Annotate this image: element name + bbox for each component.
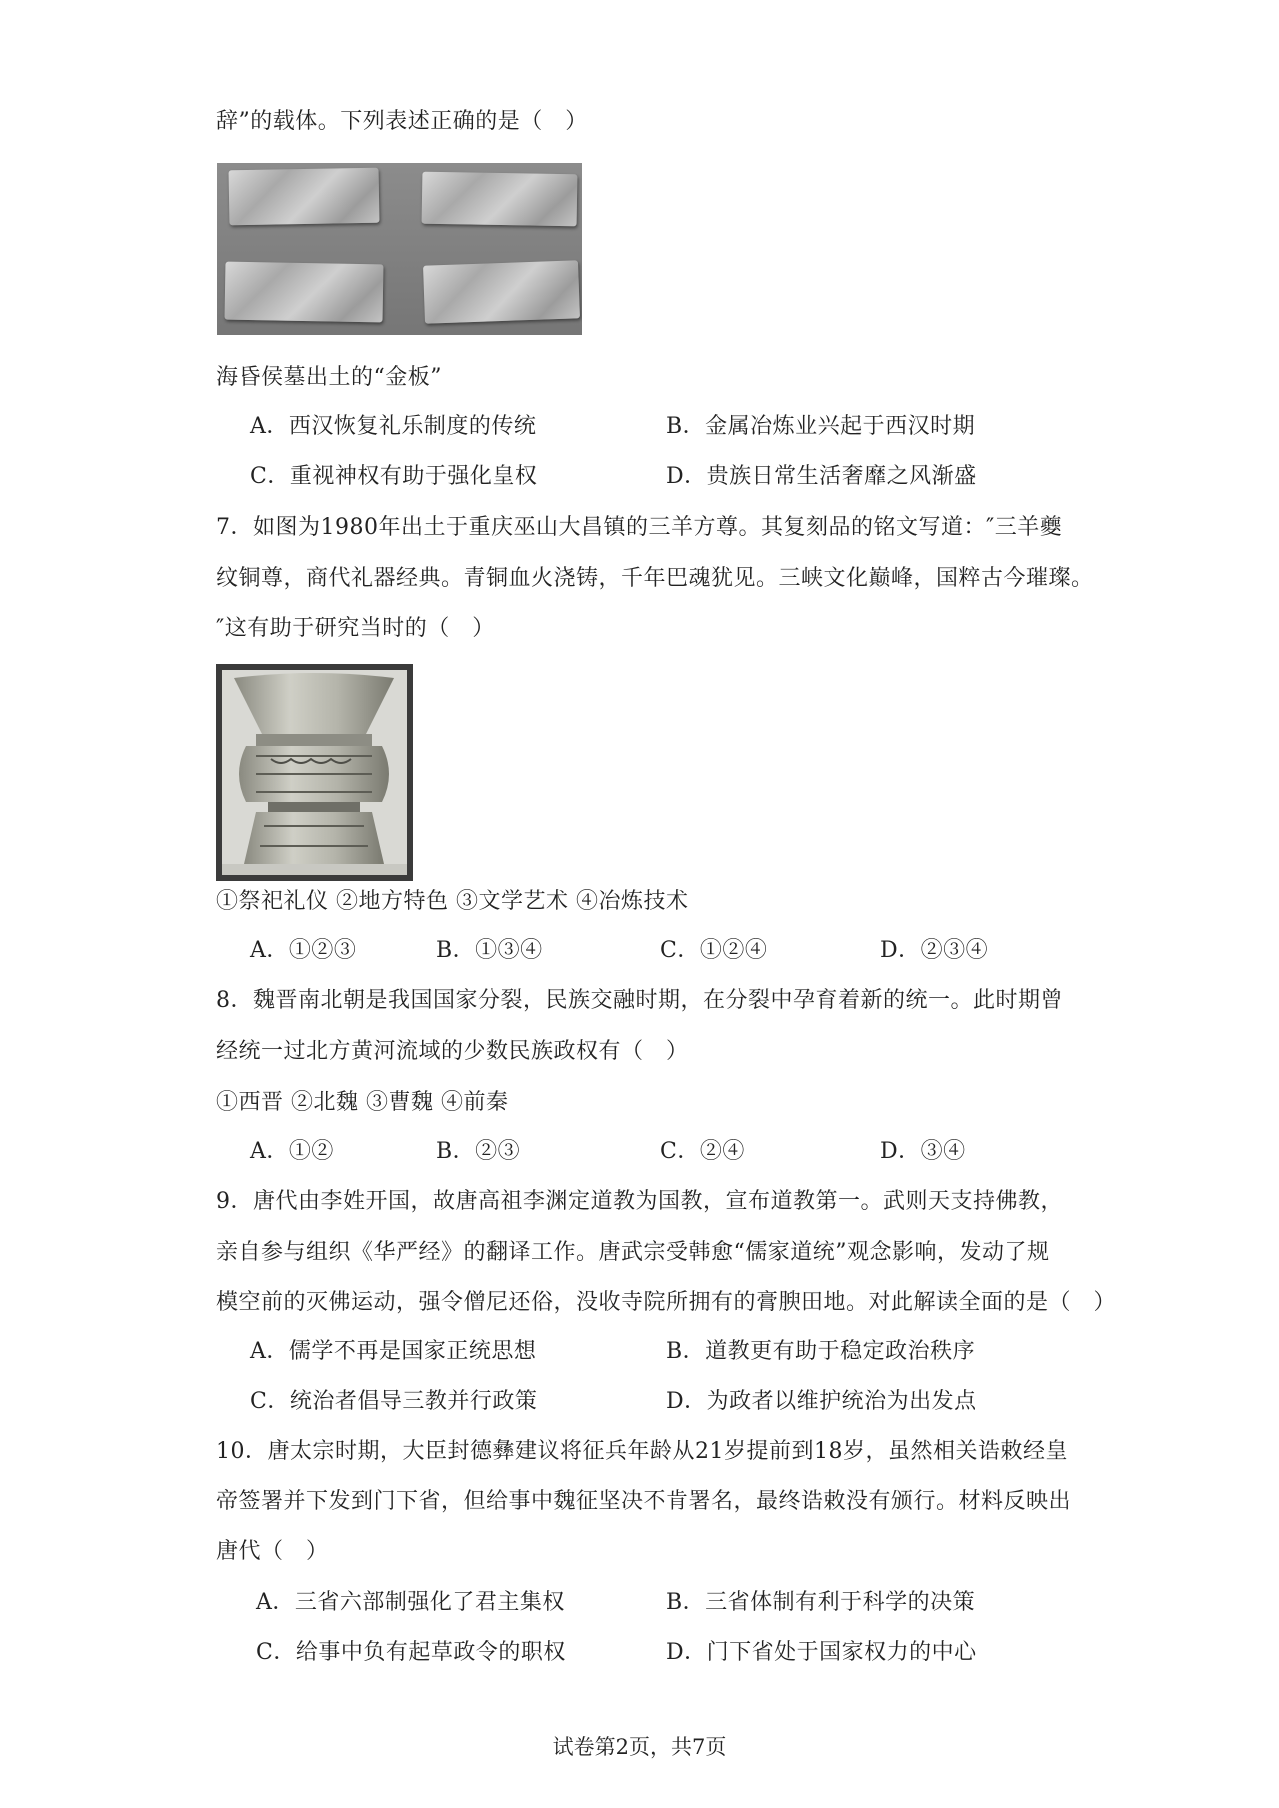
q8-option-b[interactable]: B．②③: [436, 1139, 521, 1164]
q6-image-caption: 海昏侯墓出土的“金板”: [216, 365, 442, 390]
q6-option-a[interactable]: A．西汉恢复礼乐制度的传统: [250, 414, 537, 439]
q9-stem-line: 模空前的灭佛运动，强令僧尼还俗，没收寺院所拥有的膏腴田地。对此解读全面的是（ ）: [216, 1290, 1117, 1315]
gold-plate: [423, 260, 580, 323]
q6-stem-end: 辞”的载体。下列表述正确的是（ ）: [216, 109, 588, 134]
q10-stem-line: 唐代（ ）: [216, 1539, 329, 1564]
gold-plate: [229, 168, 380, 226]
gold-plates-photo: [217, 163, 582, 335]
q8-items: ①西晋 ②北魏 ③曹魏 ④前秦: [216, 1090, 509, 1115]
q7-option-b[interactable]: B．①③④: [436, 938, 543, 963]
q8-stem-line: 经统一过北方黄河流域的少数民族政权有（ ）: [216, 1039, 689, 1064]
q7-option-a[interactable]: A．①②③: [250, 938, 357, 963]
q7-option-c[interactable]: C．①②④: [660, 938, 768, 963]
q7-stem-line: ″这有助于研究当时的（ ）: [216, 616, 495, 641]
q10-option-d[interactable]: D．门下省处于国家权力的中心: [666, 1640, 977, 1665]
q8-option-a[interactable]: A．①②: [250, 1139, 334, 1164]
q9-stem-line: 亲自参与组织《华严经》的翻译工作。唐武宗受韩愈“儒家道统”观念影响，发动了规: [216, 1240, 1050, 1265]
q8-stem-line: 8．魏晋南北朝是我国国家分裂，民族交融时期，在分裂中孕育着新的统一。此时期曾: [216, 988, 1063, 1013]
q9-option-b[interactable]: B．道教更有助于稳定政治秩序: [666, 1339, 976, 1364]
q6-option-c[interactable]: C．重视神权有助于强化皇权: [250, 464, 538, 489]
q10-stem-line: 10．唐太宗时期，大臣封德彝建议将征兵年龄从21岁提前到18岁，虽然相关诰敕经皇: [216, 1439, 1068, 1464]
q6-option-d[interactable]: D．贵族日常生活奢靡之风渐盛: [666, 464, 977, 489]
q8-option-d[interactable]: D．③④: [880, 1139, 966, 1164]
q9-option-a[interactable]: A．儒学不再是国家正统思想: [250, 1339, 537, 1364]
q10-option-c[interactable]: C．给事中负有起草政令的职权: [256, 1640, 566, 1665]
q6-option-b[interactable]: B．金属冶炼业兴起于西汉时期: [666, 414, 976, 439]
q9-stem-line: 9．唐代由李姓开国，故唐高祖李渊定道教为国教，宣布道教第一。武则天支持佛教，: [216, 1189, 1063, 1214]
q10-option-b[interactable]: B．三省体制有利于科学的决策: [666, 1590, 976, 1615]
q9-option-c[interactable]: C．统治者倡导三教并行政策: [250, 1389, 538, 1414]
page-footer: 试卷第2页，共7页: [552, 1735, 727, 1759]
q7-option-d[interactable]: D．②③④: [880, 938, 989, 963]
q10-option-a[interactable]: A．三省六部制强化了君主集权: [256, 1590, 565, 1615]
q7-stem-line: 纹铜尊，商代礼器经典。青铜血火浇铸，千年巴魂犹见。三峡文化巅峰，国粹古今璀璨。: [216, 566, 1094, 591]
gold-plate: [422, 172, 578, 227]
bronze-zun-illustration: [216, 664, 413, 881]
gold-plate: [225, 262, 384, 323]
q7-items: ①祭祀礼仪 ②地方特色 ③文学艺术 ④冶炼技术: [216, 889, 689, 914]
q9-option-d[interactable]: D．为政者以维护统治为出发点: [666, 1389, 977, 1414]
bronze-zun-photo: [216, 664, 413, 881]
q8-option-c[interactable]: C．②④: [660, 1139, 745, 1164]
q7-stem-line: 7．如图为1980年出土于重庆巫山大昌镇的三羊方尊。其复刻品的铭文写道：″三羊夔: [216, 515, 1063, 540]
q10-stem-line: 帝签署并下发到门下省，但给事中魏征坚决不肯署名，最终诰敕没有颁行。材料反映出: [216, 1489, 1072, 1514]
